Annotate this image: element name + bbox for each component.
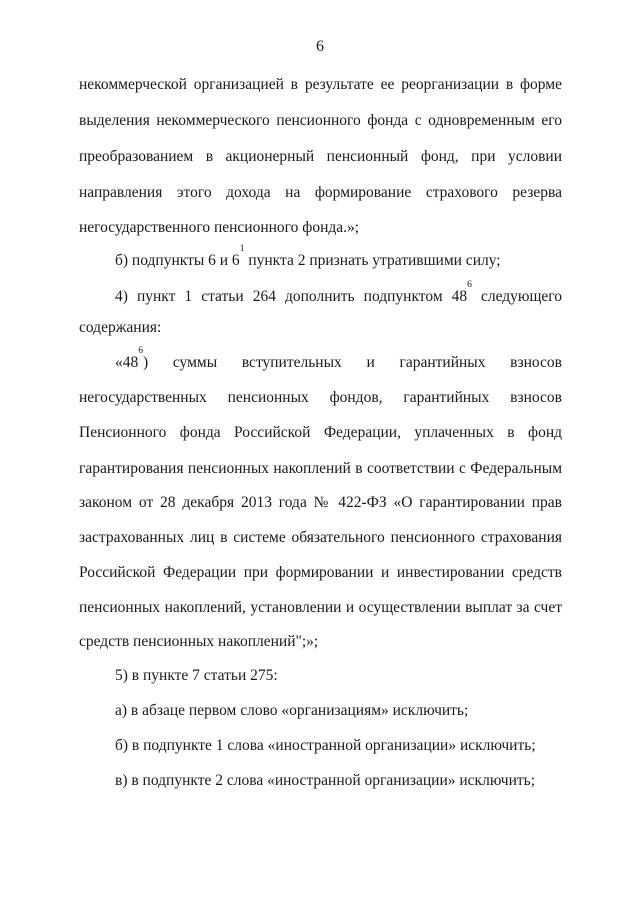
quote-line: Пенсионного фонда Российской Федерации, уплаченных в фонд xyxy=(79,424,562,441)
paragraph-line: негосударственного пенсионного фонда.»; xyxy=(79,219,360,236)
item-5v: в) в подпункте 2 слова «иностранной организации» исключить; xyxy=(115,772,536,789)
item-5: 5) в пункте 7 статьи 275: xyxy=(115,667,278,684)
quote-line: Российской Федерации при формировании и инвестировании средств xyxy=(79,564,562,581)
item-b-line xyxy=(115,244,562,271)
item-5a: а) в абзаце первом слово «организациям» исключить; xyxy=(115,702,469,719)
quote-line: негосударственных пенсионных фондов, гарантийных взносов xyxy=(79,389,562,406)
quote-open: «48 xyxy=(115,354,139,371)
paragraph-line: выделения некоммерческого пенсионного фонда с одновременным его xyxy=(79,112,562,129)
paragraph-line: направления этого дохода на формирование страхового резерва xyxy=(79,184,562,201)
page-number: 6 xyxy=(316,38,324,55)
paragraph-line: некоммерческой организацией в результате ее реорганизации в форме xyxy=(79,76,562,93)
item-4-text: следующего xyxy=(471,288,562,305)
quote-last-line: средств пенсионных накоплений";»; xyxy=(79,633,319,650)
item-4-line xyxy=(115,280,562,307)
superscript: 6 xyxy=(467,280,472,290)
quote-line: гарантирования пенсионных накоплений в соответствии с Федеральным xyxy=(79,460,562,477)
superscript: 1 xyxy=(239,244,245,254)
quote-first-line xyxy=(115,346,562,373)
quote-text xyxy=(115,346,562,371)
item-b-text: б) подпункты 6 и 6 xyxy=(115,252,240,269)
quote-line: застрахованных лиц в системе обязательного пенсионного страхования xyxy=(79,529,562,546)
superscript: 6 xyxy=(138,346,143,356)
item-4-text: 4) пункт 1 статьи 264 дополнить подпунктом 48 xyxy=(115,288,468,305)
paragraph-line: преобразованием в акционерный пенсионный фонд, при условии xyxy=(79,148,562,165)
quote-rest: ) суммы вступительных и гарантийных взносов xyxy=(143,354,562,371)
quote-line: законом от 28 декабря 2013 года № 422-ФЗ «О гарантировании прав xyxy=(79,494,562,511)
quote-line: пенсионных накоплений, установлении и осуществлении выплат за счет xyxy=(79,599,562,616)
item-4-cont: содержания: xyxy=(79,319,162,336)
item-5b: б) в подпункте 1 слова «иностранной организации» исключить; xyxy=(115,737,536,754)
item-b-text: пункта 2 признать утратившими силу; xyxy=(244,252,501,269)
